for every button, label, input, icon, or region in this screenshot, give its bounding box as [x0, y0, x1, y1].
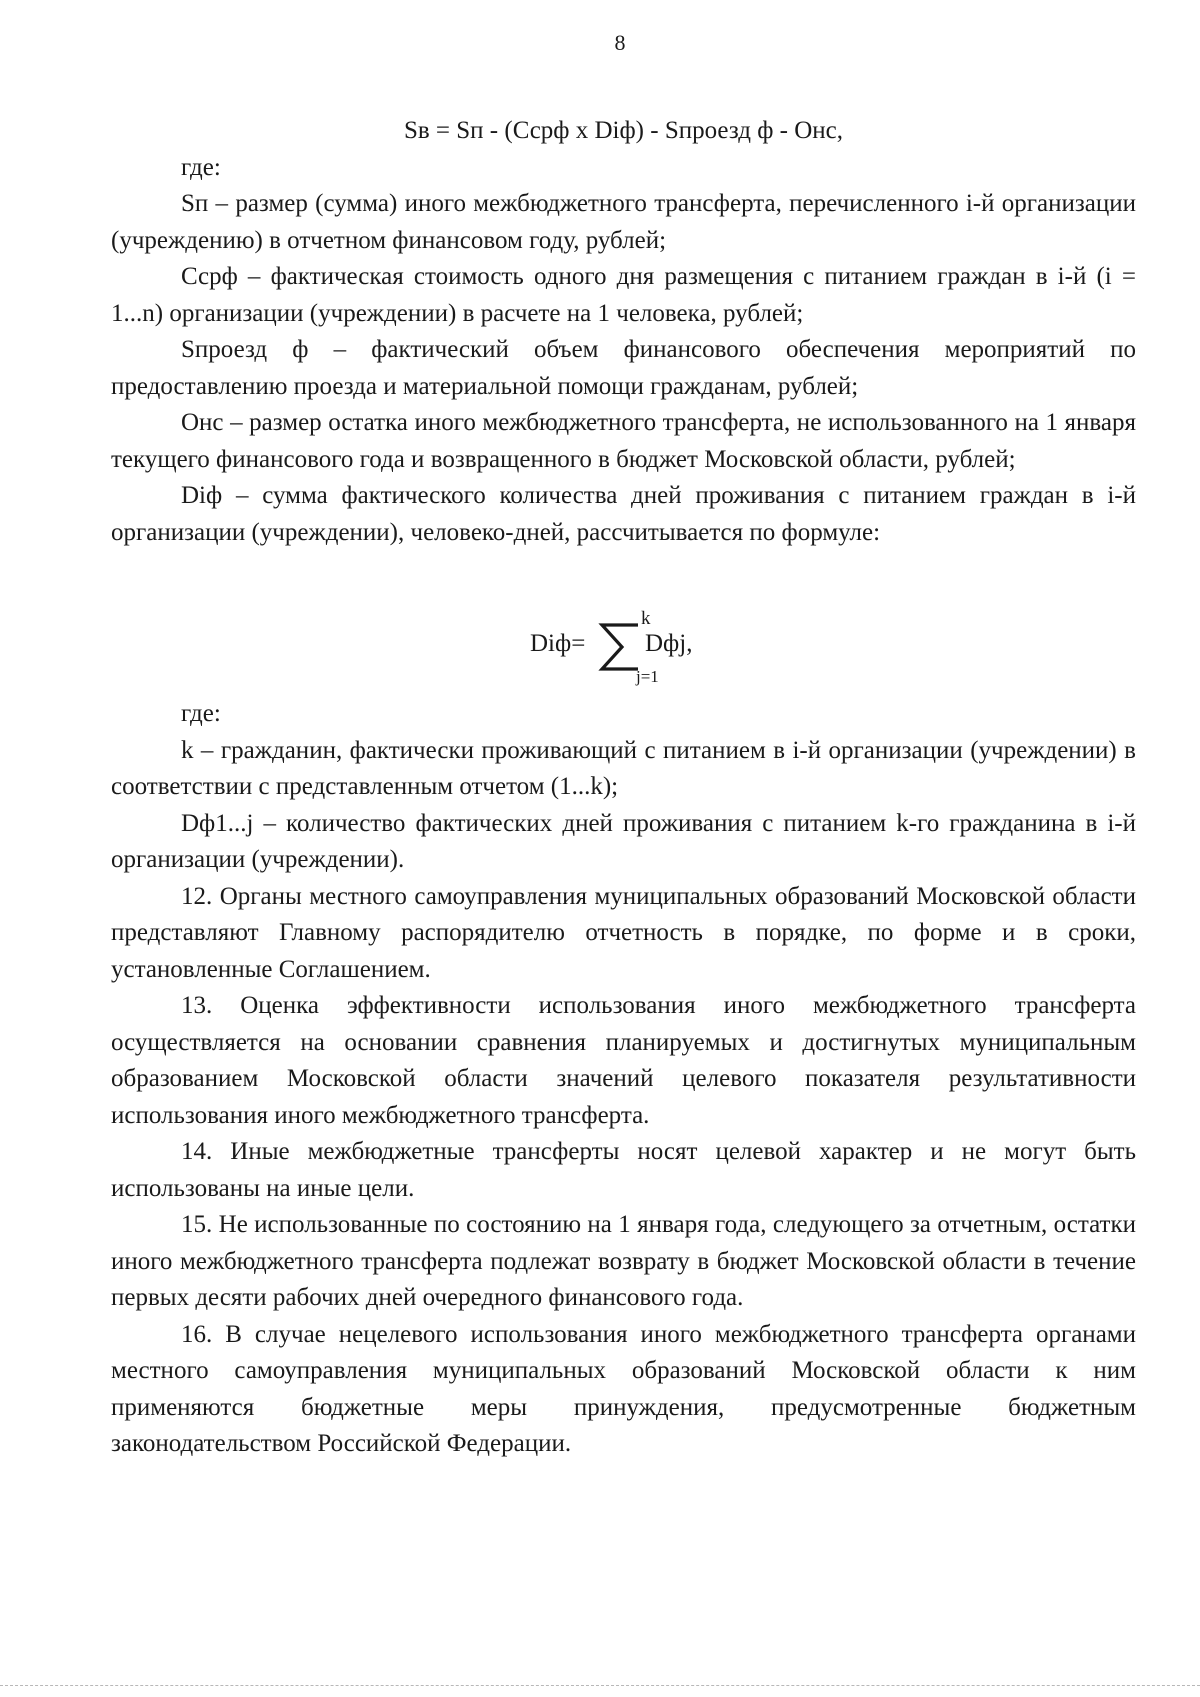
definition-sproezd: Sпроезд ф – фактический объем финансового обеспечения мероприятий по предоставлению проезда и материальной помощи гражданам, рублей; — [111, 336, 1136, 400]
where-label-2: где: — [181, 700, 221, 727]
definition-sp: Sп – размер (сумма) иного межбюджетного трансферта, перечисленного i-й организации (учреждению) в отчетном финансовом году, рублей; — [111, 190, 1136, 254]
sum-formula — [530, 610, 730, 686]
page-number: 8 — [614, 30, 626, 55]
scan-edge-divider — [0, 1685, 1200, 1687]
item-13: 13. Оценка эффективности использования иного межбюджетного трансферта осуществляется на основании сравнения планируемых и достигнутых муниципальным образованием Московской области значений целевого показателя результативности использования иного межбюджетного трансферта. — [111, 992, 1136, 1129]
where-label: где: — [181, 153, 221, 181]
main-formula: Sв = Sп - (Ссрф х Diф) - Sпроезд ф - Онс, — [403, 117, 844, 144]
definition-k: k – гражданин, фактически проживающий с питанием в i-й организации (учреждении) в соответствии с представленным отчетом (1...k); — [111, 736, 1136, 800]
sum-formula-term: Dфj, — [645, 630, 693, 657]
item-14: 14. Иные межбюджетные трансферты носят целевой характер и не могут быть использованы на иные цели. — [111, 1138, 1136, 1202]
sum-formula-lhs: Diф= — [530, 630, 586, 657]
item-16: 16. В случае нецелевого использования иного межбюджетного трансферта органами местного самоуправления муниципальных образований Московской области к ним применяются бюджетные меры принуждения, предусмотренные бюджетным законодательством Российской Федерации. — [111, 1320, 1136, 1457]
definition-ssrf: Ссрф – фактическая стоимость одного дня размещения с питанием граждан в i-й (i = 1...n) организации (учреждении) в расчете на 1 человека, рублей; — [111, 263, 1136, 327]
definition-ons: Онс – размер остатка иного межбюджетного трансферта, не использованного на 1 января текущего финансового года и возвращенного в бюджет Московской области, рублей; — [111, 409, 1136, 473]
text-block-bottom — [111, 696, 1136, 1463]
summation-sign-icon — [598, 622, 642, 672]
definition-dif: Diф – сумма фактического количества дней проживания с питанием граждан в i-й организации (учреждении), человеко-дней, рассчитывается по формуле: — [111, 482, 1136, 546]
text-block-top — [111, 113, 1136, 551]
item-15: 15. Не использованные по состоянию на 1 января года, следующего за отчетным, остатки иного межбюджетного трансферта подлежат возврату в бюджет Московской области в течение первых десяти рабочих дней очередного финансового года. — [111, 1211, 1136, 1311]
item-12: 12. Органы местного самоуправления муниципальных образований Московской области представляют Главному распорядителю отчетность в порядке, по форме и в сроки, установленные Соглашением. — [111, 882, 1136, 983]
sum-lower-limit: j=1 — [636, 667, 659, 686]
definition-df1j: Dф1...j – количество фактических дней проживания с питанием k-го гражданина в i-й организации (учреждении). — [111, 809, 1136, 873]
sum-upper-limit: k — [641, 608, 651, 629]
